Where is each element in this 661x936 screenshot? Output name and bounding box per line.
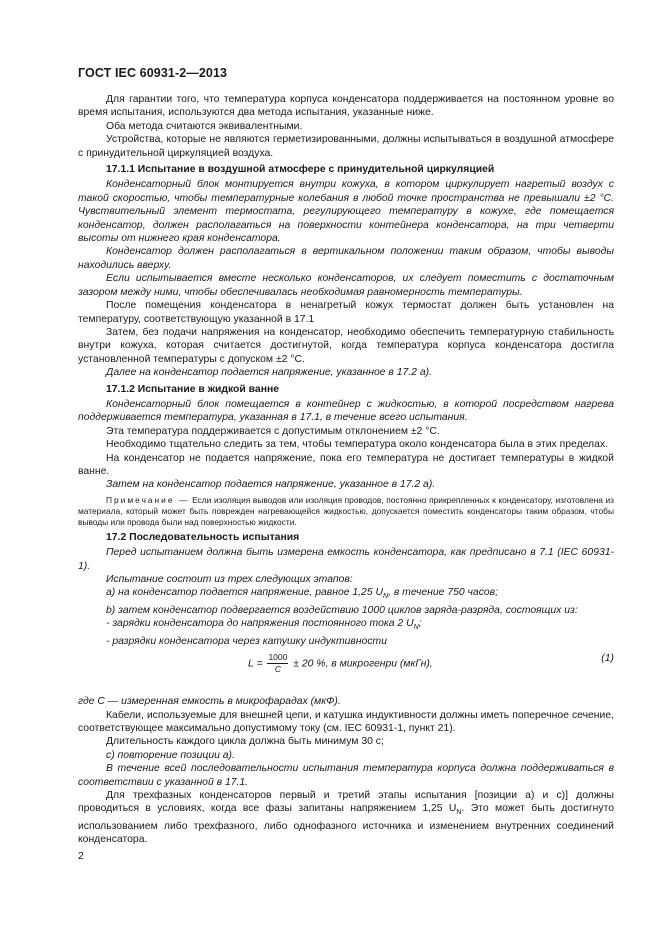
- formula-expression: L = $\frac{1000}{C}$ ± 20 %, в микрогенри (мкГн),: [248, 652, 433, 675]
- paragraph: Оба метода считаются эквивалентными.: [106, 120, 303, 132]
- paragraph: где С — измеренная емкость в микрофарадах (мкФ).: [78, 696, 341, 708]
- paragraph: В течение всей последовательности испытания температура корпуса должна поддерживаться в соответствии с указанной в 17.1.: [78, 763, 614, 788]
- paragraph: Затем на конденсатор подается напряжение, указанное в 17.2 а).: [106, 479, 436, 491]
- section-heading-17-1-1: 17.1.1 Испытание в воздушной атмосфере с принудительной циркуляцией: [106, 164, 495, 176]
- list-item: а) на конденсатор подается напряжение, равное 1,25 $U_N$, в течение 750 часов;: [106, 587, 498, 601]
- paragraph: Конденсаторный блок монтируется внутри кожуха, в котором циркулирует нагретый воздух с такой скоростью, чтобы температурные колебания в любой точке пространства не превышали ±2 °С. Чувствительный элемент термостата, регулирующего температуру в кожухе, где помещается конденсатор, должен располагаться на поверхности контейнера конденсатора, на три четверти высоты от нижнего края конденсатора.: [78, 179, 614, 245]
- paragraph: После помещения конденсатора в ненагретый кожух термостат должен быть установлен на температуру, соответствующую указанной в 17.1: [78, 300, 614, 325]
- paragraph: Кабели, используемые для внешней цепи, и катушка индуктивности должны иметь поперечное сечение, соответствующее максимально допустимому току (см. IEC 60931-1, пункт 21).: [78, 709, 614, 734]
- paragraph: Далее на конденсатор подается напряжение, указанное в 17.2 а).: [106, 367, 432, 379]
- paragraph: Необходимо тщательно следить за тем, чтобы температура около конденсатора была в этих пределах.: [106, 439, 608, 451]
- paragraph: Эта температура поддерживается с допустимым отклонением ±2 °С.: [106, 425, 440, 437]
- paragraph: Устройства, которые не являются герметизированными, должны испытываться в воздушной атмосфере с принудительной циркуляцией воздуха.: [78, 134, 614, 159]
- list-item: - разрядки конденсатора через катушку индуктивности: [106, 635, 387, 647]
- list-item: c) повторение позиции а).: [106, 749, 235, 761]
- formula: [78, 652, 614, 690]
- page-body: [78, 93, 614, 847]
- page-number: 2: [78, 851, 84, 862]
- paragraph: Если испытывается вместе несколько конденсаторов, их следует поместить с достаточным зазором между ними, чтобы обеспечивалась необходимая равномерность температуры.: [78, 273, 614, 298]
- list-item: - зарядки конденсатора до напряжения постоянного тока 2 $U_N$;: [106, 618, 422, 632]
- list-item: b) затем конденсатор подвергается воздействию 1000 циклов заряда-разряда, состоящих из:: [106, 604, 578, 616]
- document-header: ГОСТ IEC 60931-2—2013: [78, 66, 228, 80]
- paragraph: Конденсаторный блок помещается в контейнер с жидкостью, в которой посредством нагрева поддерживается температура, указанная в 17.1, в течение всего испытания.: [78, 398, 614, 424]
- paragraph: Длительность каждого цикла должна быть минимум 30 с;: [106, 736, 384, 748]
- paragraph: На конденсатор не подается напряжение, пока его температура не достигает температуры в жидкой ванне.: [78, 452, 614, 477]
- paragraph: Для трехфазных конденсаторов первый и третий этапы испытания [позиции а) и с)] должны проводиться в условиях, когда все фазы запитаны напряжением 1,25 $U_N$. Это может быть достигнуто использованием либо трехфазного, либо однофазного источника и изменением внутренних соединений конденсатора.: [78, 790, 614, 846]
- note-label: Примечание —: [106, 494, 190, 505]
- paragraph: Испытание состоит из трех следующих этапов:: [106, 574, 353, 585]
- section-heading-17-1-2: 17.1.2 Испытание в жидкой ванне: [106, 383, 280, 395]
- equation-number: (1): [601, 653, 614, 665]
- paragraph: Перед испытанием должна быть измерена емкость конденсатора, как предписано в 7.1 (IEC 60931-1).: [78, 547, 614, 572]
- paragraph: Затем, без подачи напряжения на конденсатор, необходимо обеспечить температурную стабильность внутри кожуха, которая считается достигнутой, когда температура корпуса конденсатора достигла установленной температуры с допуском ±2 °С.: [78, 326, 614, 365]
- paragraph: Конденсатор должен располагаться в вертикальном положении таким образом, чтобы выводы находились вверху.: [78, 246, 614, 271]
- note-text: Если изоляция выводов или изоляция проводов, постоянно прикрепленных к конденсатору, изготовлена из материала, который может быть поврежден нагревающейся жидкостью, допускается поместить конденсаторы таким образом, чтобы выводы или провода были над поверхностью жидкости.: [78, 494, 614, 527]
- note: [78, 495, 614, 528]
- section-heading-17-2: 17.2 Последовательность испытания: [106, 531, 300, 543]
- paragraph: Для гарантии того, что температура корпуса конденсатора поддерживается на постоянном уровне во время испытания, используются два метода испытания, указанные ниже.: [78, 94, 614, 119]
- fraction: $\frac{1000}{C}$: [268, 652, 288, 675]
